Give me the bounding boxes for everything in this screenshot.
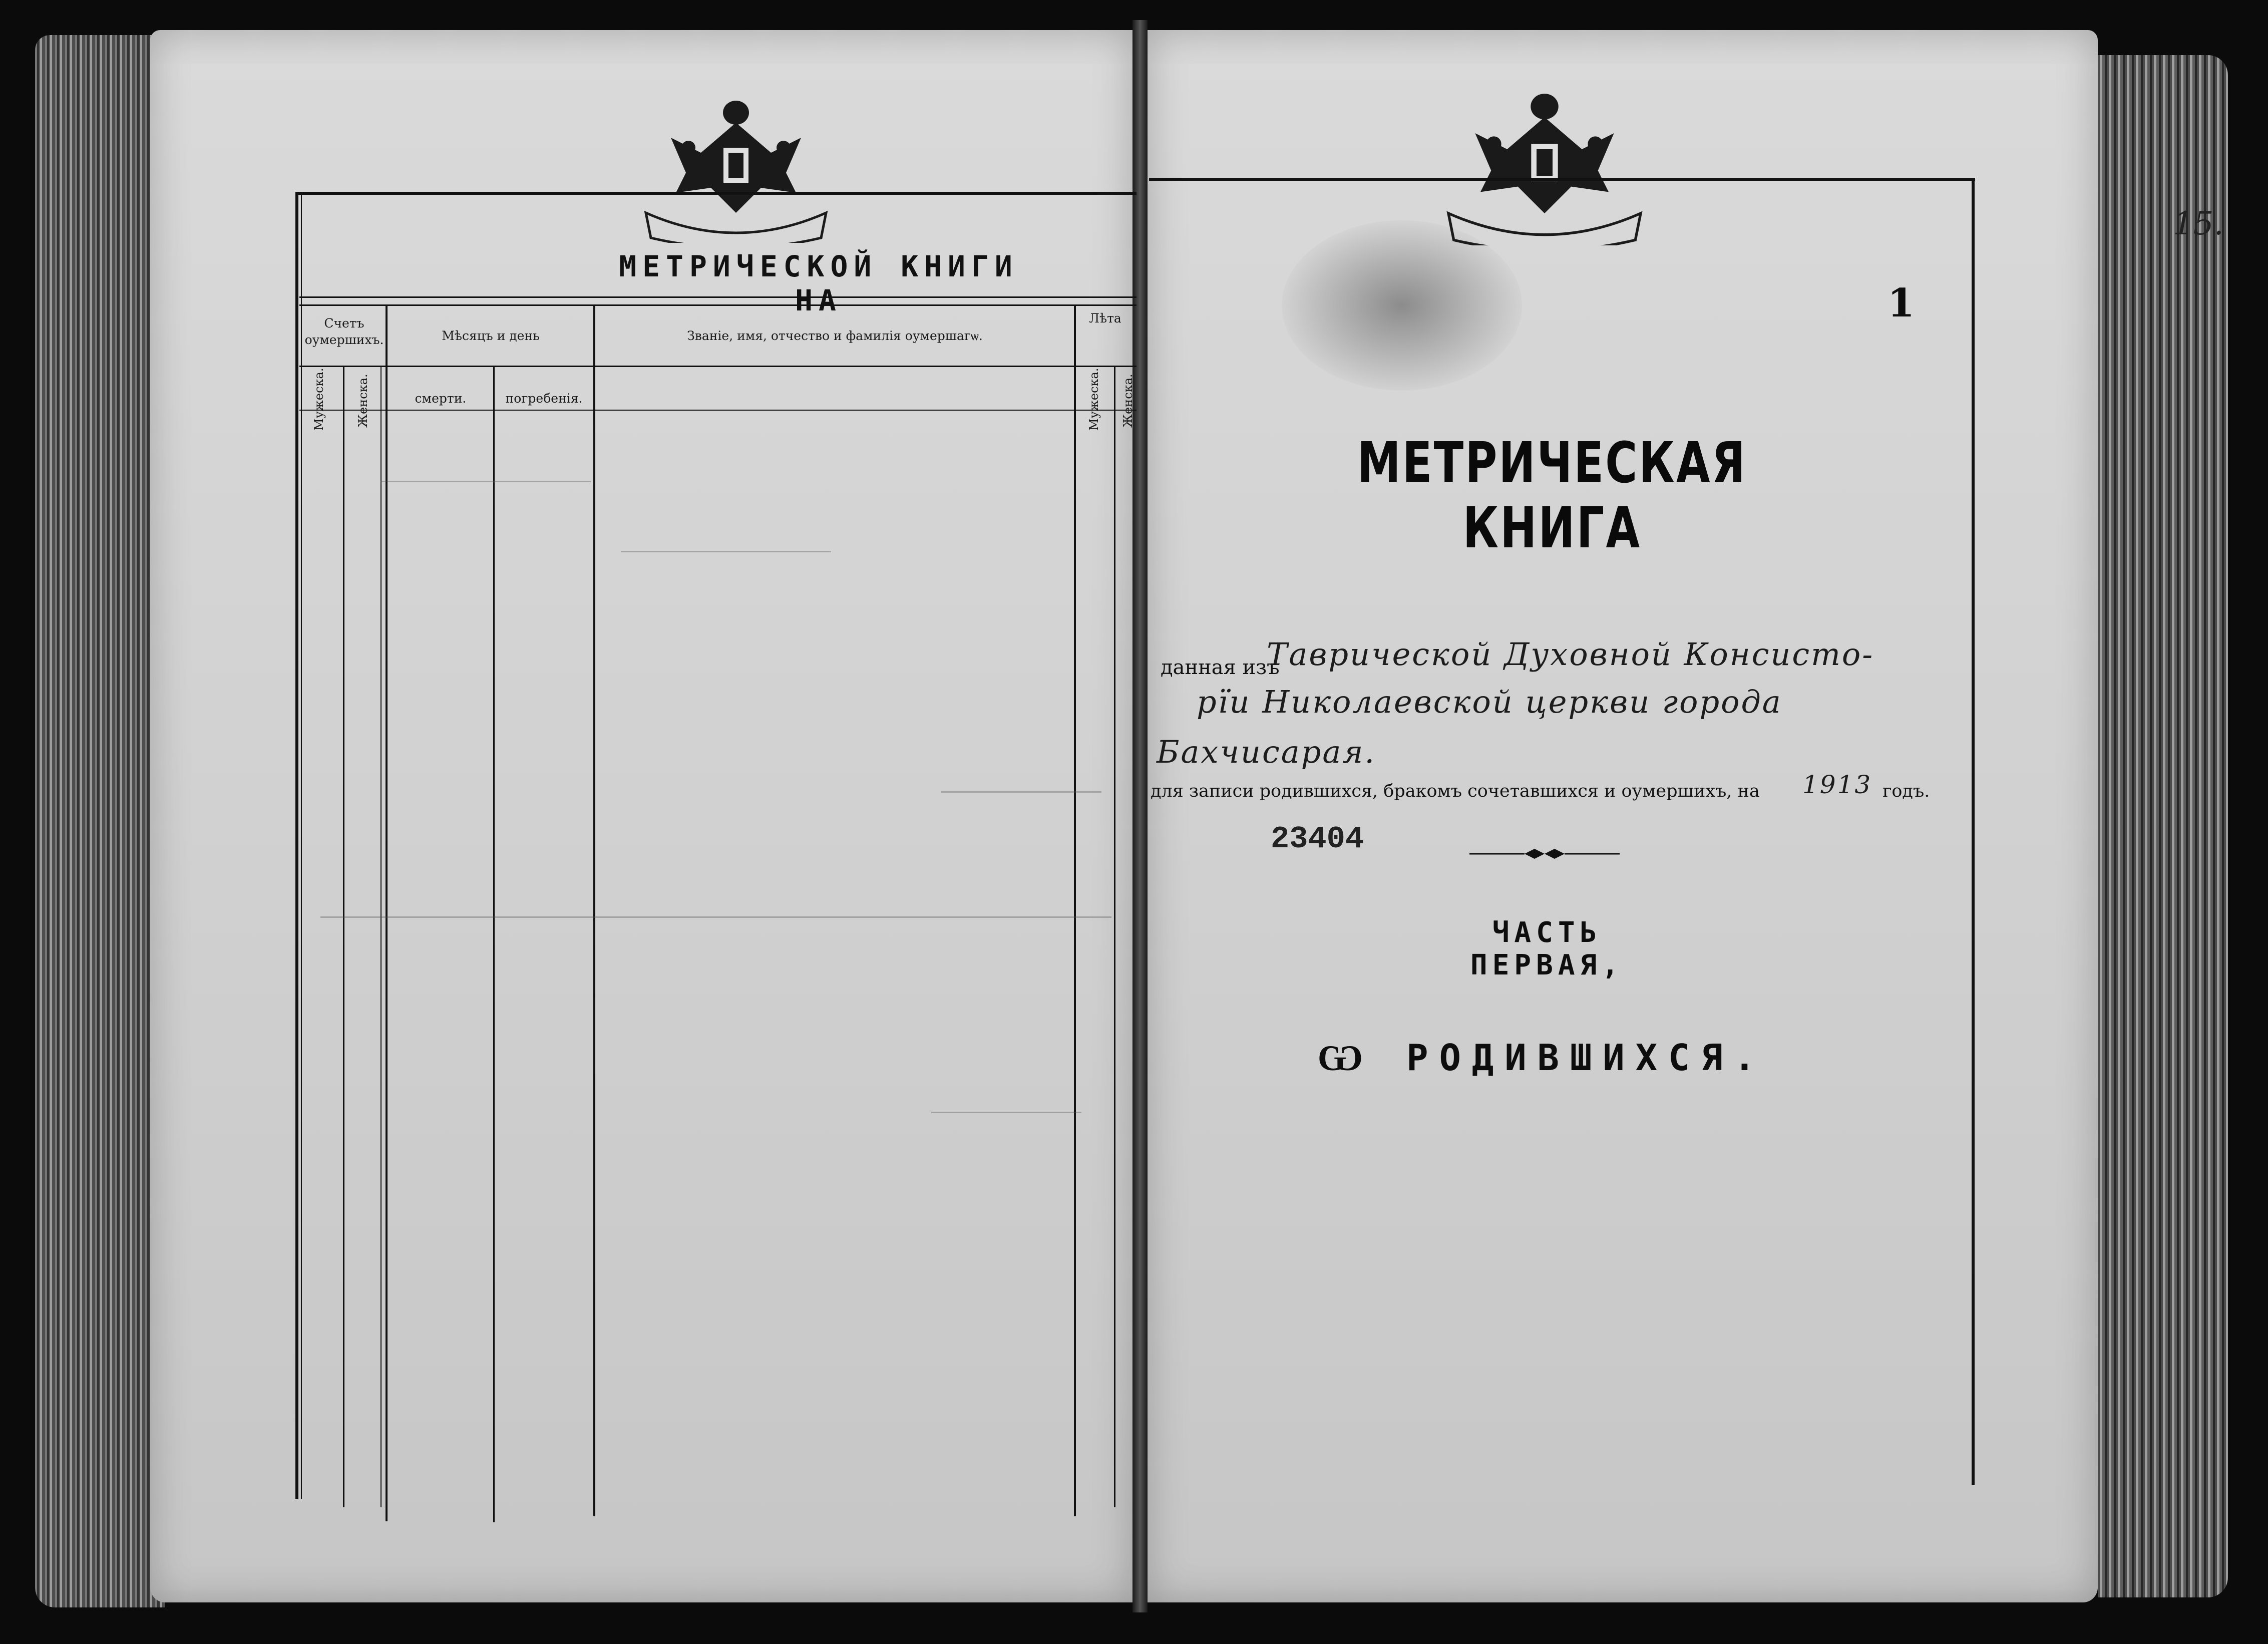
col-divider-2 [386, 304, 388, 1521]
handwritten-line-2: рїи Николаевской церкви города [1197, 684, 1782, 720]
emblem-right-icon [1439, 85, 1650, 245]
frame-subheader [299, 410, 1137, 411]
page-number: 1 [1887, 280, 1915, 326]
col-count-male: Мужеска. [312, 368, 326, 431]
col-age-female: Женска. [1121, 374, 1135, 428]
col-divider-3 [493, 366, 495, 1522]
section-label: Ѡ РОДИВШИХСЯ. [1317, 1037, 1767, 1079]
frame-top-left [295, 192, 1137, 195]
col-name: Званіе, имя, отчество и фамилія оумершагѡ. [687, 328, 983, 343]
stamp-number: 23404 [1271, 821, 1364, 857]
frame-right-outer [1972, 178, 1975, 1485]
handwritten-line-1: Таврической Духовной Консисто- [1267, 636, 1874, 673]
left-page-edges [35, 35, 165, 1607]
right-page [1147, 30, 2098, 1602]
bleed-through-line [931, 1112, 1081, 1113]
divider-ornament-icon [1469, 846, 1620, 861]
main-title: МЕТРИЧЕСКАЯ КНИГА [1357, 431, 1747, 561]
col-age-group: Лѣта [1089, 311, 1121, 325]
year-suffix: годъ. [1882, 781, 1930, 801]
bleed-through-line [381, 481, 591, 482]
col-month-day-group: Мѣсяцъ и день [442, 328, 540, 343]
emblem-left-icon [641, 93, 831, 243]
archive-mark: 15. [2173, 205, 2224, 242]
handwritten-line-3: Бахчисарая. [1157, 734, 1376, 770]
purpose-line: для записи родившихся, бракомъ сочетавшихся и оумершихъ, на [1151, 781, 1760, 801]
left-header-title: МЕТРИЧЕСКОЙ КНИГИ НА [619, 249, 1018, 317]
col-divider-4 [593, 304, 595, 1516]
given-prefix: данная изъ [1161, 656, 1280, 679]
col-age-male: Мужеска. [1087, 368, 1101, 431]
bleed-through-line [621, 551, 831, 552]
col-divider-5 [1074, 304, 1076, 1516]
frame-left-inner [301, 192, 302, 1499]
bleed-through-line [320, 916, 1111, 918]
col-divider-1 [343, 366, 344, 1507]
right-page-edges [2098, 55, 2228, 1597]
year: 1913 [1802, 770, 1872, 799]
bleed-through-line [941, 791, 1101, 793]
book-gutter [1132, 20, 1148, 1612]
col-count-group: Счетъ оумершихъ. [304, 316, 384, 347]
frame-top-right [1149, 178, 1975, 181]
ink-smudge [1282, 220, 1522, 391]
col-divider-2b [381, 366, 382, 1507]
part-label: ЧАСТЬ ПЕРВАЯ, [1470, 916, 1624, 981]
frame-left-outer [295, 192, 298, 1499]
col-divider-6 [1114, 366, 1115, 1507]
col-burial: погребенія. [505, 391, 583, 406]
col-count-female: Женска. [356, 374, 370, 428]
frame-header-bottom [299, 366, 1137, 367]
col-death: смерти. [415, 391, 467, 406]
